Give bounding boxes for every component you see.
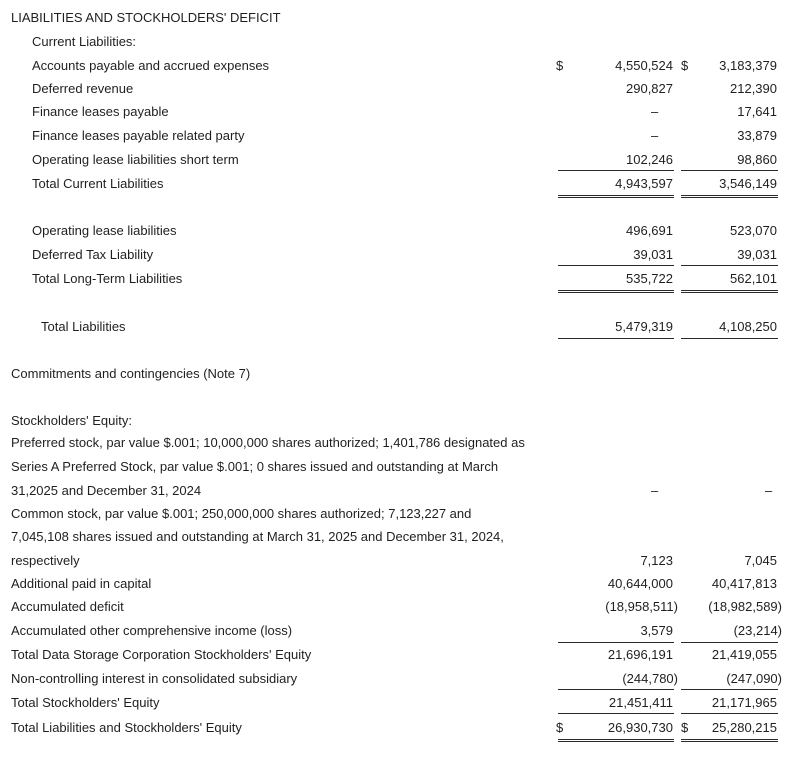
row-preferred-stock-line1 <box>0 431 794 455</box>
double-rule <box>558 195 674 196</box>
row-label: Common stock, par value $.001; 250,000,000 shares authorized; 7,123,227 and <box>11 506 472 521</box>
value-2024: 212,390 <box>730 81 777 96</box>
value-2025: 290,827 <box>626 81 673 96</box>
row-deferred-tax-liability <box>0 243 794 267</box>
row-label: Total Long-Term Liabilities <box>32 271 183 286</box>
value-2024: 3,183,379 <box>719 58 777 73</box>
double-rule <box>681 195 778 196</box>
current-liabilities-heading: Current Liabilities: <box>32 34 137 49</box>
value-2025: 3,579 <box>640 623 673 638</box>
value-2025: 21,451,411 <box>608 695 673 710</box>
value-2025: 40,644,000 <box>607 576 673 591</box>
value-2025: 39,031 <box>633 247 673 262</box>
rule <box>681 338 778 339</box>
value-2024: 40,417,813 <box>711 576 777 591</box>
row-label: respectively <box>11 553 80 568</box>
value-2024: 25,280,215 <box>711 720 777 735</box>
header-row <box>0 6 794 30</box>
row-label: Total Current Liabilities <box>32 176 164 191</box>
row-common-stock-line1 <box>0 502 794 526</box>
value-2024: 523,070 <box>730 223 777 238</box>
row-label: 7,045,108 shares issued and outstanding at March 31, 2025 and December 31, 2024, <box>11 529 504 544</box>
row-total-stockholders-equity <box>0 691 794 715</box>
value-2025: (244,780) <box>622 671 678 686</box>
rule <box>558 689 674 690</box>
value-2024: 21,419,055 <box>711 647 777 662</box>
dash-2025: – <box>651 128 659 143</box>
row-label: Deferred Tax Liability <box>32 247 154 262</box>
row-equity-heading <box>0 409 794 433</box>
row-finance-leases-related-party <box>0 124 794 148</box>
row-finance-leases <box>0 100 794 124</box>
value-2025: 4,550,524 <box>615 58 673 73</box>
dash-2024: – <box>765 483 773 498</box>
value-2025: 102,246 <box>626 152 673 167</box>
row-total-current-liabilities <box>0 172 794 196</box>
value-2024: 98,860 <box>737 152 777 167</box>
value-2024: 21,171,965 <box>711 695 777 710</box>
row-label: Preferred stock, par value $.001; 10,000,000 shares authorized; 1,401,786 designated as <box>11 435 525 450</box>
value-2024: 4,108,250 <box>719 319 777 334</box>
double-rule <box>681 197 778 198</box>
row-label: Non-controlling interest in consolidated subsidiary <box>11 671 298 686</box>
row-label: Deferred revenue <box>32 81 134 96</box>
row-non-controlling-interest <box>0 667 794 691</box>
value-2025: (18,958,511) <box>605 599 678 614</box>
row-label: Accumulated deficit <box>11 599 124 614</box>
row-total-liabilities <box>0 315 794 339</box>
value-2025: 4,943,597 <box>615 176 673 191</box>
row-label: Total Data Storage Corporation Stockholders' Equity <box>11 647 312 662</box>
row-label: Operating lease liabilities <box>32 223 177 238</box>
dash-2025: – <box>651 483 659 498</box>
row-label: Accumulated other comprehensive income (loss) <box>11 623 293 638</box>
value-2024: 17,641 <box>737 104 777 119</box>
row-total-long-term-liabilities <box>0 267 794 291</box>
row-label: Finance leases payable <box>32 104 169 119</box>
rule <box>681 713 778 714</box>
row-label: Total Stockholders' Equity <box>11 695 160 710</box>
rule <box>681 265 778 266</box>
double-rule <box>681 290 778 291</box>
value-2025: 535,722 <box>626 271 673 286</box>
row-common-stock-line2 <box>0 525 794 549</box>
row-operating-lease-liabilities <box>0 219 794 243</box>
row-total-dtst-equity <box>0 643 794 667</box>
row-label: Accounts payable and accrued expenses <box>32 58 270 73</box>
dash-2025: – <box>651 104 659 119</box>
double-rule <box>681 739 778 740</box>
row-commitments <box>0 362 794 386</box>
double-rule <box>558 290 674 291</box>
rule <box>558 265 674 266</box>
row-preferred-stock-line2 <box>0 455 794 479</box>
double-rule <box>681 292 778 293</box>
value-2024: (23,214) <box>733 623 782 638</box>
rule <box>558 170 674 171</box>
currency-symbol: $ <box>681 720 689 735</box>
row-label: 31,2025 and December 31, 2024 <box>11 483 202 498</box>
double-rule <box>558 741 674 742</box>
value-2024: (18,982,589) <box>708 599 782 614</box>
currency-symbol: $ <box>556 58 564 73</box>
value-2025: 26,930,730 <box>607 720 673 735</box>
row-label: Commitments and contingencies (Note 7) <box>11 366 251 381</box>
rule <box>681 689 778 690</box>
value-2024: 3,546,149 <box>719 176 777 191</box>
row-label: Additional paid in capital <box>11 576 152 591</box>
row-deferred-revenue <box>0 77 794 101</box>
value-2025: 496,691 <box>626 223 673 238</box>
value-2024: 39,031 <box>737 247 777 262</box>
rule <box>558 338 674 339</box>
double-rule <box>558 197 674 198</box>
rule <box>558 713 674 714</box>
row-label: Total Liabilities <box>41 319 126 334</box>
row-label: Stockholders' Equity: <box>11 413 132 428</box>
value-2024: 33,879 <box>737 128 777 143</box>
row-accounts-payable <box>0 54 794 78</box>
double-rule <box>681 741 778 742</box>
row-operating-lease-short-term <box>0 148 794 172</box>
current-liabilities-heading-row <box>0 30 794 54</box>
double-rule <box>558 292 674 293</box>
rule <box>681 170 778 171</box>
row-additional-paid-in-capital <box>0 572 794 596</box>
row-total-liabilities-and-equity <box>0 716 794 740</box>
value-2025: 21,696,191 <box>607 647 673 662</box>
row-label: Operating lease liabilities short term <box>32 152 239 167</box>
value-2024: 7,045 <box>744 553 777 568</box>
section-title: LIABILITIES AND STOCKHOLDERS' DEFICIT <box>11 10 281 25</box>
currency-symbol: $ <box>556 720 564 735</box>
row-accumulated-deficit <box>0 595 794 619</box>
value-2024: (247,090) <box>726 671 782 686</box>
value-2025: 5,479,319 <box>615 319 673 334</box>
row-common-stock-line3 <box>0 549 794 573</box>
row-preferred-stock-line3 <box>0 479 794 503</box>
double-rule <box>558 739 674 740</box>
row-label: Series A Preferred Stock, par value $.001; 0 shares issued and outstanding at March <box>11 459 499 474</box>
row-aoci <box>0 619 794 643</box>
row-label: Finance leases payable related party <box>32 128 245 143</box>
value-2024: 562,101 <box>730 271 777 286</box>
currency-symbol: $ <box>681 58 689 73</box>
value-2025: 7,123 <box>640 553 673 568</box>
row-label: Total Liabilities and Stockholders' Equity <box>11 720 242 735</box>
